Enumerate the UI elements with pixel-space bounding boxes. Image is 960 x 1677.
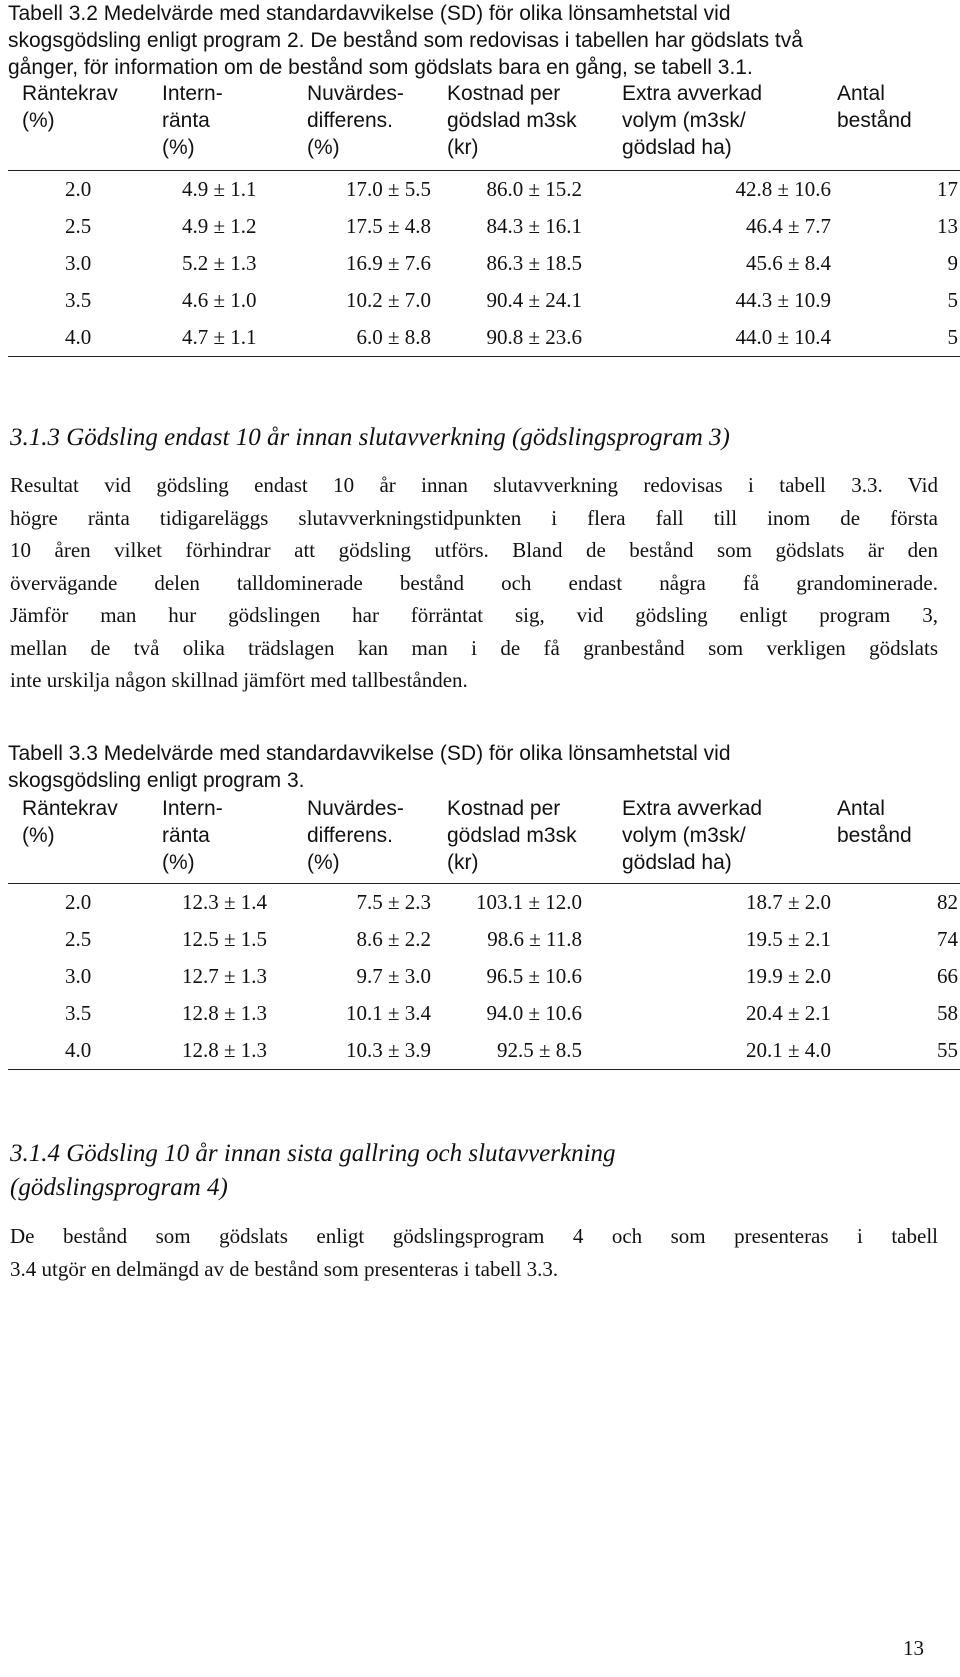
cell-kostnad: 90.8 ± 23.6 (486, 324, 582, 349)
section-3-1-3-paragraph (10, 469, 938, 697)
header-text: differens. (307, 109, 393, 132)
paragraph-line: De bestånd som gödslats enligt gödslingsprogram 4 och som presenteras i tabell (10, 1224, 938, 1248)
cell-rantekrav: 2.5 (65, 926, 92, 951)
table-row (8, 282, 960, 319)
header-text: (kr) (447, 851, 479, 874)
header-antal (837, 795, 960, 883)
paragraph-line: 3.4 utgör en delmängd av de bestånd som presenteras i tabell 3.3. (10, 1256, 559, 1281)
cell-internranta: 4.6 ± 1.0 (182, 287, 257, 312)
cell-antal: 82 (937, 889, 958, 914)
cell-extra-volym: 45.6 ± 8.4 (745, 250, 831, 275)
header-text: volym (m3sk/ (622, 824, 746, 847)
cell-antal: 66 (937, 963, 958, 988)
cell-nuvardesdifferens: 10.2 ± 7.0 (345, 287, 431, 312)
table-row (8, 170, 960, 208)
header-nuvardesdifferens (307, 795, 447, 883)
table-3-3 (8, 795, 960, 1070)
cell-internranta: 4.9 ± 1.1 (182, 176, 257, 201)
cell-nuvardesdifferens: 17.5 ± 4.8 (345, 213, 431, 238)
cell-nuvardesdifferens: 9.7 ± 3.0 (356, 963, 431, 988)
cell-antal: 58 (937, 1000, 958, 1025)
paragraph-line: Resultat vid gödsling endast 10 år innan slutavverkning redovisas i tabell 3.3. Vid (10, 473, 938, 497)
header-rantekrav (8, 80, 162, 170)
cell-kostnad: 86.0 ± 15.2 (486, 176, 582, 201)
header-kostnad (447, 80, 622, 170)
cell-kostnad: 90.4 ± 24.1 (486, 287, 582, 312)
cell-extra-volym: 42.8 ± 10.6 (735, 176, 831, 201)
page-number: 13 (903, 1636, 924, 1660)
cell-nuvardesdifferens: 16.9 ± 7.6 (345, 250, 431, 275)
cell-rantekrav: 4.0 (65, 1037, 92, 1062)
cell-antal: 55 (937, 1037, 958, 1062)
cell-kostnad: 86.3 ± 18.5 (486, 250, 582, 275)
header-text: (%) (22, 824, 55, 847)
caption-line: gånger, för information om de bestånd som gödslats bara en gång, se tabell 3.1. (8, 56, 753, 79)
cell-kostnad: 98.6 ± 11.8 (487, 926, 582, 951)
header-text: ränta (162, 109, 210, 132)
section-3-1-3-heading (10, 421, 730, 455)
cell-rantekrav: 2.0 (65, 889, 92, 914)
header-internranta (162, 80, 307, 170)
cell-internranta: 4.9 ± 1.2 (182, 213, 257, 238)
cell-internranta: 12.3 ± 1.4 (182, 889, 268, 914)
table-row (8, 921, 960, 958)
cell-antal: 5 (947, 324, 958, 349)
cell-extra-volym: 46.4 ± 7.7 (745, 213, 831, 238)
header-text: volym (m3sk/ (622, 109, 746, 132)
cell-nuvardesdifferens: 8.6 ± 2.2 (356, 926, 431, 951)
table-header-row (8, 795, 960, 883)
paragraph-line: inte urskilja någon skillnad jämfört med tallbestånden. (10, 668, 468, 692)
table-row (8, 995, 960, 1032)
cell-kostnad: 96.5 ± 10.6 (486, 963, 582, 988)
table-3-2-caption (8, 0, 948, 81)
table-row (8, 319, 960, 357)
table-row (8, 1032, 960, 1070)
header-text: (%) (22, 109, 55, 132)
header-text: gödslad ha) (622, 136, 732, 159)
table-row (8, 883, 960, 921)
caption-line: Tabell 3.3 Medelvärde med standardavvikelse (SD) för olika lönsamhetstal vid (8, 742, 731, 765)
cell-antal: 13 (937, 213, 958, 238)
header-text: differens. (307, 824, 393, 847)
header-text: Intern- (162, 797, 223, 820)
header-text: (%) (162, 136, 195, 159)
header-text: (%) (162, 851, 195, 874)
header-kostnad (447, 795, 622, 883)
cell-internranta: 4.7 ± 1.1 (182, 324, 257, 349)
cell-extra-volym: 44.3 ± 10.9 (735, 287, 831, 312)
cell-rantekrav: 4.0 (65, 324, 92, 349)
caption-line: skogsgödsling enligt program 3. (8, 769, 305, 792)
cell-internranta: 12.7 ± 1.3 (182, 963, 268, 988)
heading-line: 3.1.4 Gödsling 10 år innan sista gallring och slutavverkning (10, 1140, 616, 1167)
table-header-row (8, 80, 960, 170)
table-row (8, 958, 960, 995)
cell-nuvardesdifferens: 6.0 ± 8.8 (356, 324, 431, 349)
cell-extra-volym: 20.4 ± 2.1 (745, 1000, 831, 1025)
header-text: gödslad ha) (622, 851, 732, 874)
header-rantekrav (8, 795, 162, 883)
cell-antal: 5 (947, 287, 958, 312)
header-text: bestånd (837, 824, 912, 847)
cell-extra-volym: 20.1 ± 4.0 (745, 1037, 831, 1062)
table-3-3-caption (8, 740, 948, 794)
cell-rantekrav: 2.5 (65, 213, 92, 238)
table-row (8, 245, 960, 282)
cell-extra-volym: 44.0 ± 10.4 (735, 324, 831, 349)
cell-nuvardesdifferens: 10.3 ± 3.9 (345, 1037, 431, 1062)
cell-kostnad: 92.5 ± 8.5 (496, 1037, 582, 1062)
table-3-2 (8, 80, 960, 357)
cell-kostnad: 94.0 ± 10.6 (486, 1000, 582, 1025)
header-text: (kr) (447, 136, 479, 159)
cell-internranta: 12.8 ± 1.3 (182, 1000, 268, 1025)
cell-rantekrav: 3.0 (65, 250, 92, 275)
header-internranta (162, 795, 307, 883)
header-text: Antal (837, 797, 885, 820)
header-text: Nuvärdes- (307, 82, 404, 105)
header-antal (837, 80, 960, 170)
header-text: Nuvärdes- (307, 797, 404, 820)
header-text: gödslad m3sk (447, 109, 577, 132)
cell-kostnad: 84.3 ± 16.1 (486, 213, 582, 238)
cell-nuvardesdifferens: 17.0 ± 5.5 (345, 176, 431, 201)
header-text: Extra avverkad (622, 82, 763, 105)
cell-internranta: 12.8 ± 1.3 (182, 1037, 268, 1062)
header-text: Intern- (162, 82, 223, 105)
cell-rantekrav: 3.5 (65, 287, 92, 312)
cell-kostnad: 103.1 ± 12.0 (475, 889, 582, 914)
header-nuvardesdifferens (307, 80, 447, 170)
paragraph-line: 10 åren vilket förhindrar att gödsling utförs. Bland de bestånd som gödslats är den (10, 538, 938, 562)
table-row (8, 208, 960, 245)
header-text: Räntekrav (22, 797, 118, 820)
cell-extra-volym: 18.7 ± 2.0 (745, 889, 831, 914)
header-text: gödslad m3sk (447, 824, 577, 847)
cell-rantekrav: 3.5 (65, 1000, 92, 1025)
cell-antal: 9 (947, 250, 958, 275)
caption-line: skogsgödsling enligt program 2. De bestånd som redovisas i tabellen har gödslats två (8, 29, 803, 52)
header-text: Räntekrav (22, 82, 118, 105)
cell-rantekrav: 3.0 (65, 963, 92, 988)
cell-antal: 74 (937, 926, 958, 951)
cell-internranta: 5.2 ± 1.3 (182, 250, 257, 275)
header-text: Kostnad per (447, 82, 561, 105)
header-text: ränta (162, 824, 210, 847)
header-text: Extra avverkad (622, 797, 763, 820)
header-text: bestånd (837, 109, 912, 132)
header-text: Kostnad per (447, 797, 561, 820)
header-extra-volym (622, 80, 837, 170)
header-text: Antal (837, 82, 885, 105)
cell-extra-volym: 19.5 ± 2.1 (745, 926, 831, 951)
cell-rantekrav: 2.0 (65, 176, 92, 201)
paragraph-line: högre ränta tidigareläggs slutavverkningstidpunkten i flera fall till inom de första (10, 505, 938, 530)
heading-line: 3.1.3 Gödsling endast 10 år innan slutavverkning (gödslingsprogram 3) (10, 424, 730, 451)
header-text: (%) (307, 136, 340, 159)
paragraph-line: Jämför man hur gödslingen har förräntat sig, vid gödsling enligt program 3, (10, 603, 938, 627)
caption-line: Tabell 3.2 Medelvärde med standardavvikelse (SD) för olika lönsamhetstal vid (8, 2, 731, 25)
section-3-1-4-paragraph (10, 1220, 938, 1285)
heading-line: (gödslingsprogram 4) (10, 1174, 228, 1201)
cell-antal: 17 (937, 176, 958, 201)
paragraph-line: mellan de två olika trädslagen kan man i de få granbestånd som verkligen gödslats (10, 635, 938, 660)
cell-nuvardesdifferens: 10.1 ± 3.4 (345, 1000, 431, 1025)
cell-internranta: 12.5 ± 1.5 (182, 926, 268, 951)
paragraph-line: övervägande delen talldominerade bestånd och endast några få grandominerade. (10, 570, 938, 595)
cell-nuvardesdifferens: 7.5 ± 2.3 (356, 889, 431, 914)
section-3-1-4-heading (10, 1137, 616, 1205)
header-extra-volym (622, 795, 837, 883)
cell-extra-volym: 19.9 ± 2.0 (745, 963, 831, 988)
header-text: (%) (307, 851, 340, 874)
